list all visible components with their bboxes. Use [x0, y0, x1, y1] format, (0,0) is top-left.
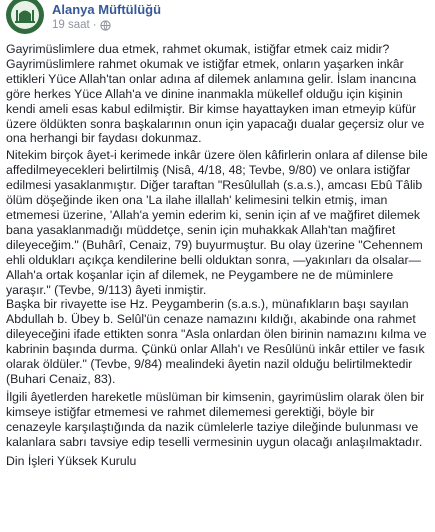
post-timestamp[interactable]: 19 saat [52, 19, 90, 31]
separator-dot: · [92, 19, 97, 31]
post-meta [52, 18, 161, 32]
post-title: Gayrimüslimlere dua etmek, rahmet okumak, istiğfar etmek caiz midir? [6, 42, 390, 56]
post-paragraph: İlgili âyetlerden hareketle müslüman bir kimsenin, gayrimüslim olarak ölen bir kimseye istiğfar etmemesi ve rahmet dilememesi gerektiği, böyle bir cenazeyle karşılaştığında da nazik cümlelerle taziye dileğinde bulunması ve kalanlara sabrı tavsiye edip teselli vermesinin uygun olacağı anlaşılmaktadır. [6, 389, 425, 449]
page-avatar[interactable] [6, 0, 44, 34]
globe-icon [100, 20, 111, 31]
post-body [6, 42, 432, 469]
mosque-logo-icon [10, 0, 40, 30]
page-name-link[interactable]: Alanya Müftülüğü [52, 2, 162, 17]
post-signature: Din İşleri Yüksek Kurulu [6, 454, 137, 469]
post-header-text [52, 0, 161, 32]
post-paragraph: Gayrimüslimlere rahmet okumak ve istiğfar etmek, onların yaşarken inkâr ettikleri Yüce Allah'tan onlar adına af dilemek anlamına gelir. İslam inancına göre herkes Yüce Allah'a ve dinine inanmakla mükellef olduğu için kişinin kendi ameli esas kabul edilmiştir. Bir kimse hayattayken iman etmeyip küfür üzere öldükten sonra başkalarının onun için yapacağı dualar geçersiz olur ve ona herhangi bir faydası dokunmaz. [6, 56, 425, 146]
post-paragraph: Nitekim birçok âyet-i kerimede inkâr üzere ölen kâfirlerin onlara af dilense bile affedilmeyecekleri belirtilmiş (Nisâ, 4/18, 48; Tevbe, 9/80) ve onlara istiğfar edilmesi yasaklanmıştır. Diğer taraftan "Resûlullah (s.a.s.), amcası Ebû Tâlib ölüm döşeğinde iken ona 'La ilahe illallah' kelimesini telkin etmiş, iman etmemesi üzerine, 'Allah'a yemin ederim ki, senin için af ve mağfiret dilemek bana yasaklanmadığı müddetçe, senin için muhakkak Allah'tan mağfiret dileyeceğim." (Buhârî, Cenaiz, 79) buyurmuştur. Bu olay üzerine "Cehennem ehli oldukları açıkça kendilerine belli olduktan sonra, —yakınları da olsalar— Allah'a ortak koşanlar için af dilemek, ne Peygambere ne de müminlere yaraşır." (Tevbe, 9/113) âyeti inmiştir. [6, 148, 428, 297]
post-header [6, 0, 435, 42]
post-paragraph: Başka bir rivayette ise Hz. Peygamberin (s.a.s.), münafıkların başı sayılan Abdullah b. Übey b. Selûl'ün cenaze namazını kıldığı, akabinde ona rahmet dileyeceğini ifade ettikten sonra "Asla onlardan ölen birinin namazını kılma ve kabrinin başında durma. Çünkü onlar Allah'ı ve Resûlünü inkâr ettiler ve fasık olarak öldüler." (Tevbe, 9/84) mealindeki âyetin nazil olduğu belirtilmektedir (Buhari Cenaiz, 83). [6, 297, 427, 386]
